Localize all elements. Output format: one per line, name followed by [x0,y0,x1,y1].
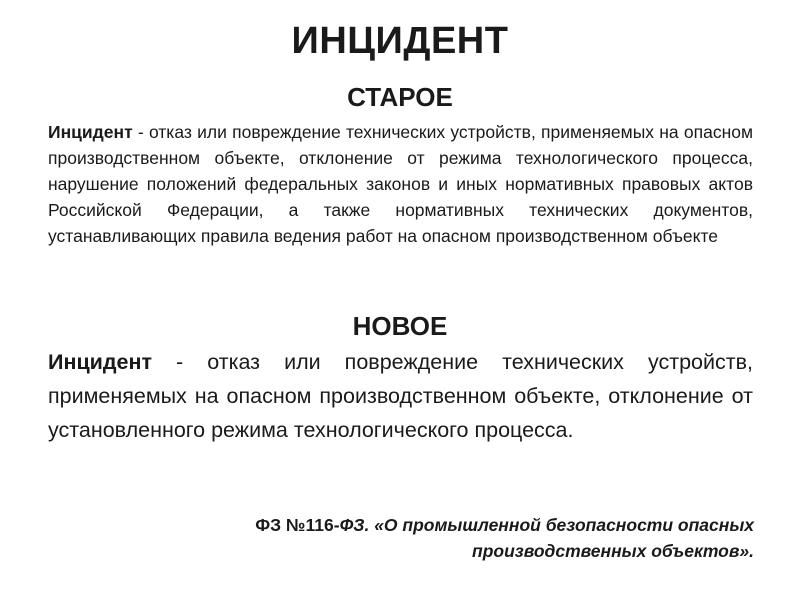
new-section-heading: НОВОЕ [352,311,448,341]
law-citation-prefix: ФЗ №116- [255,515,340,535]
new-definition-term: Инцидент [48,350,152,374]
old-definition-term: Инцидент [48,122,133,142]
law-citation [94,512,754,564]
new-definition-text: - отказ или повреждение технических устройств, применяемых на опасном производственном объекте, отклонение от установленного режима технологического процесса. [48,350,753,442]
old-definition-paragraph [48,119,753,249]
new-definition-paragraph [48,345,753,447]
law-citation-title: ФЗ. «О промышленной безопасности опасных производственных объектов». [339,515,754,561]
page-title: ИНЦИДЕНТ [291,20,509,62]
old-section-heading: СТАРОЕ [347,82,453,112]
old-definition-text: - отказ или повреждение технических устройств, применяемых на опасном производственном объекте, отклонение от режима технологического процесса, нарушение положений федеральных законов и иных нормативных правовых актов Российской Федерации, а также нормативных технических документов, устанавливающих правила ведения работ на опасном производственном объекте [48,122,753,246]
